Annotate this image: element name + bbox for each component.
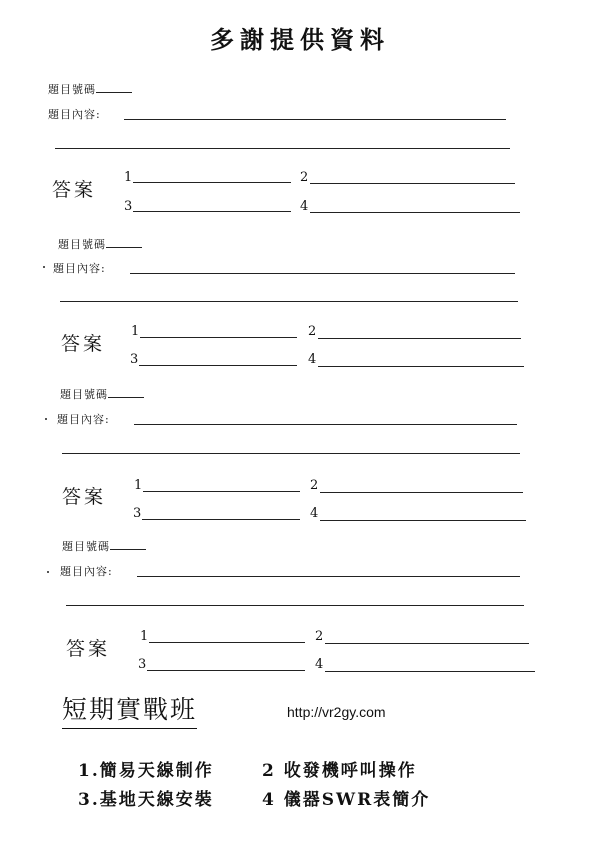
option-1-line[interactable] — [140, 337, 297, 338]
option-3-number: 3 — [133, 506, 142, 521]
question-number-blank[interactable] — [110, 548, 146, 550]
answer-label: 答案 — [61, 333, 106, 355]
option-3-line[interactable] — [147, 670, 305, 671]
option-1-line[interactable] — [143, 491, 300, 492]
question-number-label: 題目號碼 — [60, 386, 144, 402]
website-url[interactable]: http://vr2gy.com — [287, 704, 386, 720]
option-2-line[interactable] — [318, 338, 521, 339]
question-content-label: 題目內容: — [57, 413, 110, 426]
option-2-line[interactable] — [325, 643, 529, 644]
question-content-line[interactable] — [137, 576, 520, 577]
option-1-line[interactable] — [133, 182, 291, 183]
question-content-label: 題目內容: — [60, 565, 113, 578]
question-number-blank[interactable] — [108, 396, 144, 398]
option-2-number: 2 — [310, 478, 319, 493]
question-content-line[interactable] — [134, 424, 517, 425]
option-1-number: 1 — [124, 170, 133, 185]
option-2-number: 2 — [300, 170, 309, 185]
option-2-number: 2 — [315, 629, 324, 644]
question-content-line[interactable] — [130, 273, 515, 274]
option-1-number: 1 — [131, 324, 140, 339]
option-4-number: 4 — [310, 506, 319, 521]
course-item-2: 2 收發機呼叫操作 — [262, 761, 417, 781]
option-4-line[interactable] — [320, 520, 526, 521]
question-number-label: 題目號碼 — [62, 538, 146, 554]
option-2-number: 2 — [308, 324, 317, 339]
option-3-number: 3 — [124, 199, 133, 214]
course-item-4: 4 儀器SWR表簡介 — [262, 790, 431, 810]
option-3-number: 3 — [138, 657, 147, 672]
answer-label: 答案 — [66, 638, 111, 660]
question-content-label: 題目內容: — [53, 262, 106, 275]
option-4-line[interactable] — [325, 671, 535, 672]
option-4-number: 4 — [308, 352, 317, 367]
scan-speck — [45, 418, 47, 420]
scan-speck — [47, 571, 49, 573]
option-3-line[interactable] — [142, 519, 300, 520]
answer-label: 答案 — [52, 179, 97, 201]
option-4-number: 4 — [300, 199, 309, 214]
course-item-3: 3.基地天線安裝 — [78, 790, 214, 810]
option-3-number: 3 — [130, 352, 139, 367]
option-2-line[interactable] — [310, 183, 515, 184]
option-1-number: 1 — [140, 629, 149, 644]
option-2-line[interactable] — [320, 492, 523, 493]
course-title: 短期實戰班 — [62, 690, 197, 729]
question-number-blank[interactable] — [106, 246, 142, 248]
question-number-label: 題目號碼 — [58, 236, 142, 252]
question-content-line-2[interactable] — [62, 453, 520, 454]
option-4-line[interactable] — [318, 366, 524, 367]
option-1-number: 1 — [134, 478, 143, 493]
option-3-line[interactable] — [133, 211, 291, 212]
option-4-line[interactable] — [310, 212, 520, 213]
answer-label: 答案 — [62, 486, 107, 508]
option-3-line[interactable] — [139, 365, 297, 366]
course-item-1: 1.簡易天線制作 — [78, 761, 214, 781]
question-number-label: 題目號碼 — [48, 81, 132, 97]
question-content-line-2[interactable] — [60, 301, 518, 302]
page-title: 多謝提供資料 — [210, 25, 390, 54]
option-1-line[interactable] — [149, 642, 305, 643]
question-content-label: 題目內容: — [48, 108, 101, 121]
option-4-number: 4 — [315, 657, 324, 672]
question-content-line-2[interactable] — [66, 605, 524, 606]
scan-speck — [43, 266, 45, 268]
